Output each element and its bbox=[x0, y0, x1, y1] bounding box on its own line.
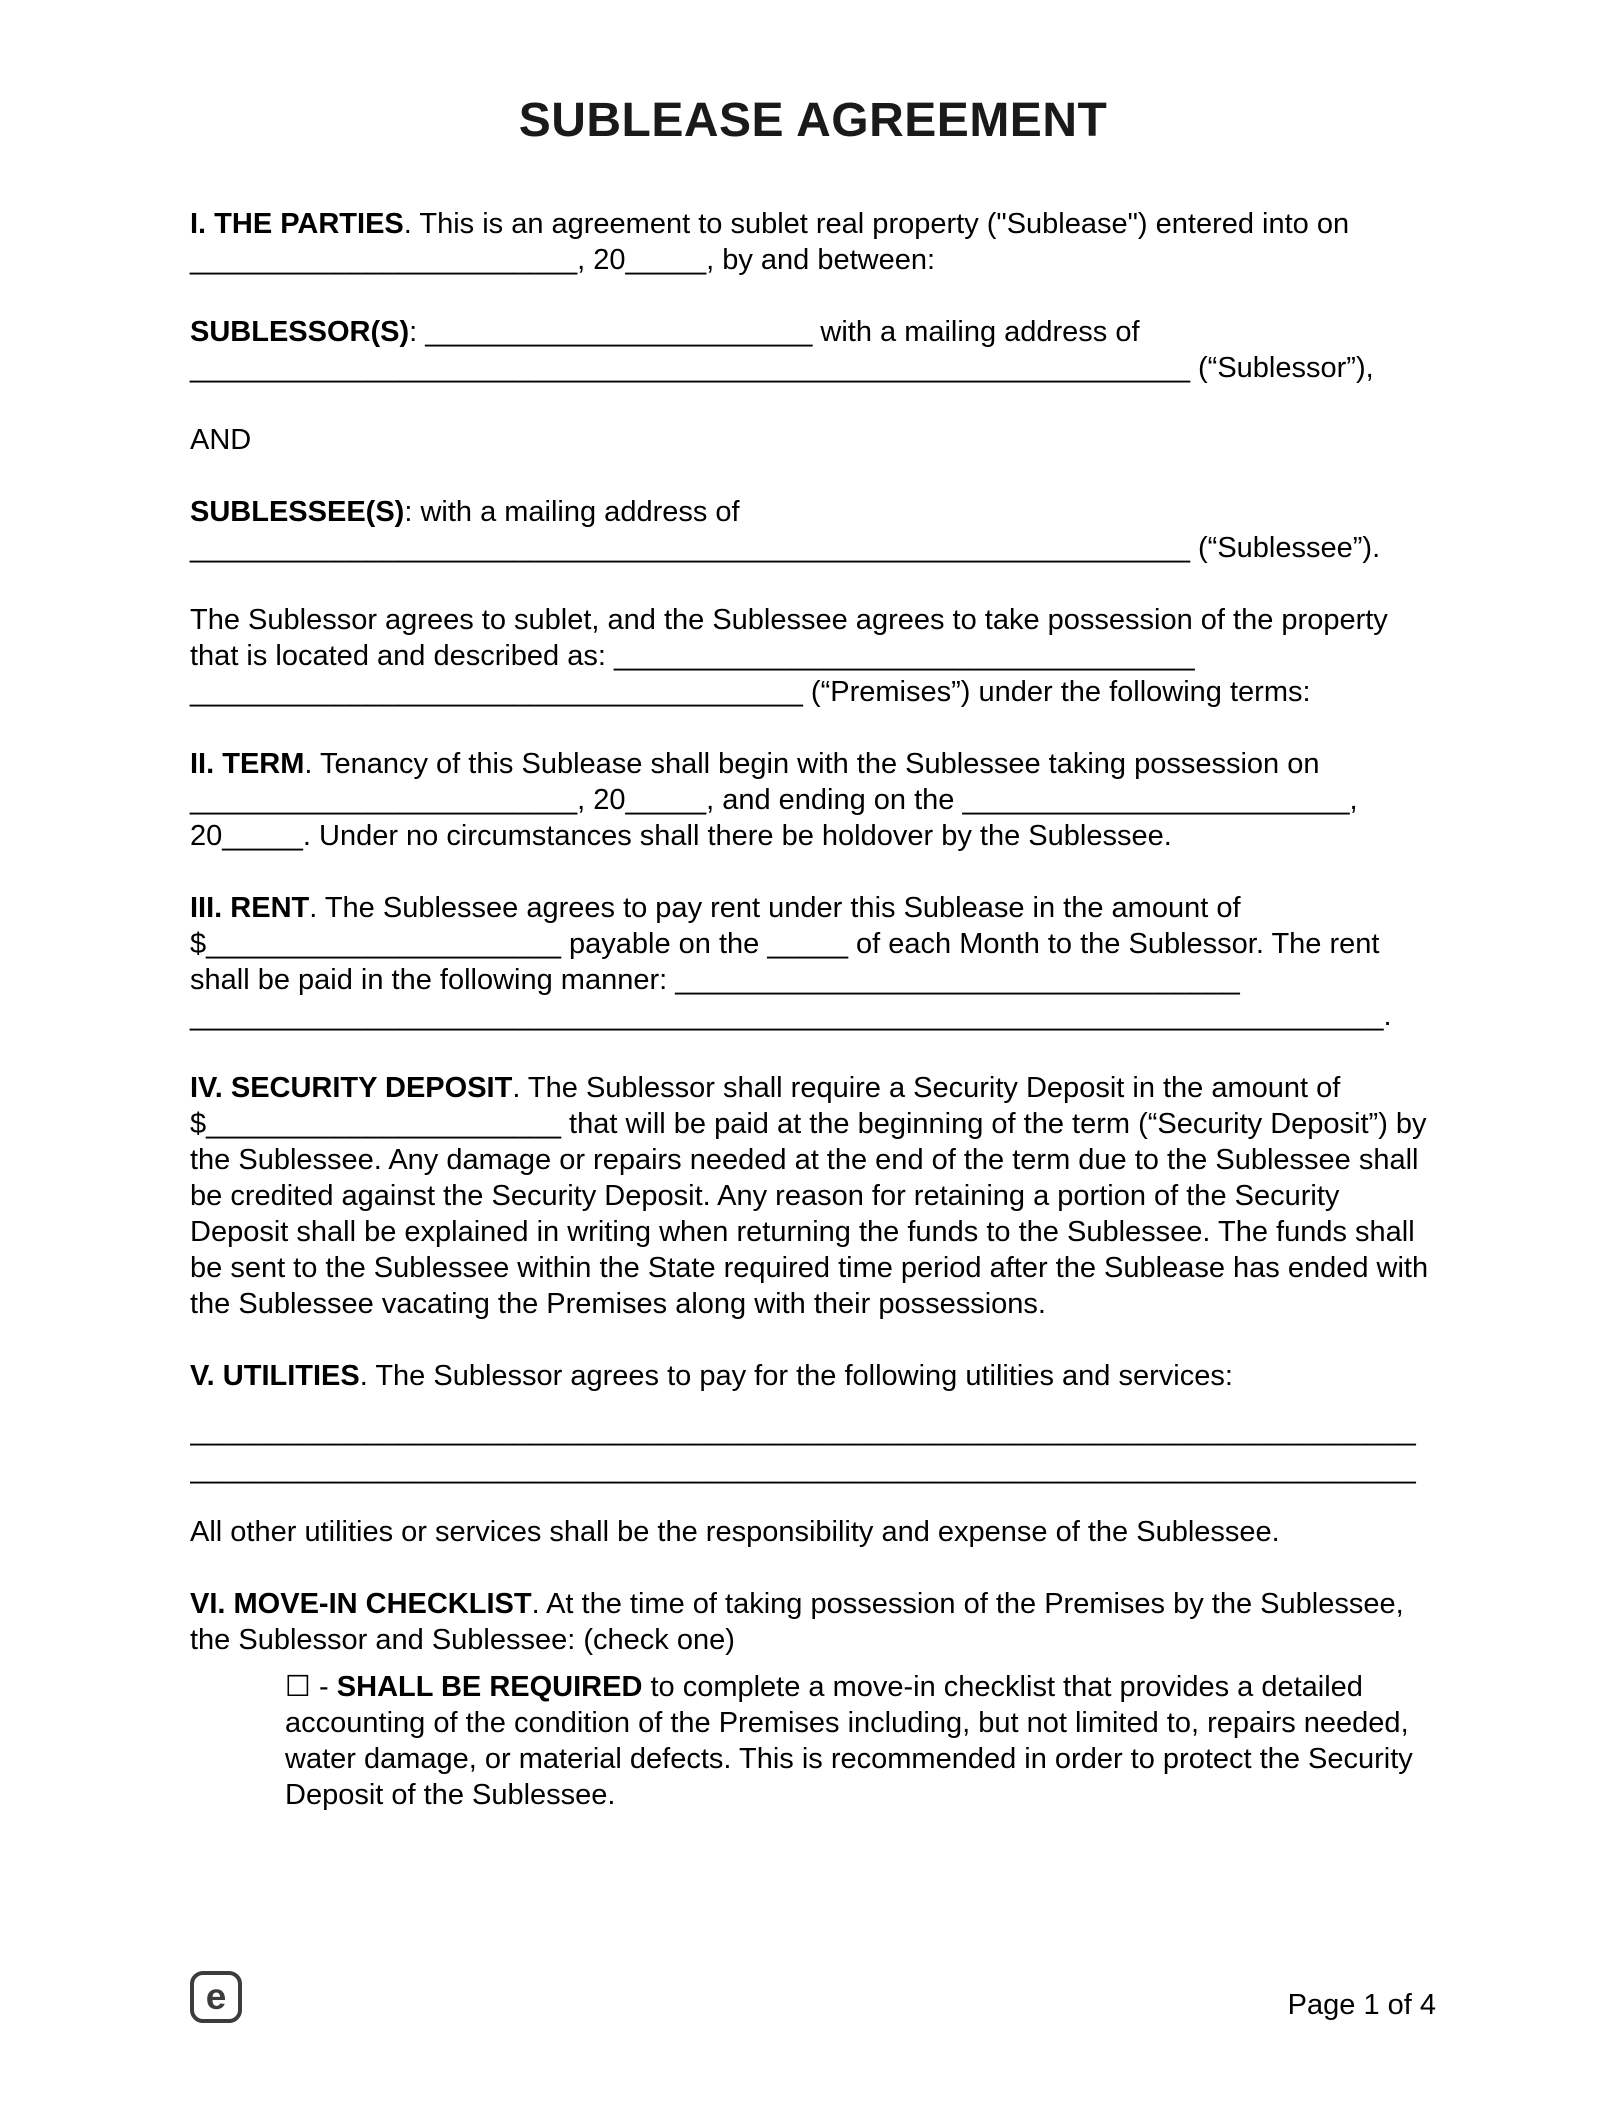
section-utilities bbox=[190, 1358, 1436, 1394]
section-security-deposit-body: . The Sublessor shall require a Security Deposit in the amount of $______________________ that will be paid at the beginning of the term (“Security Deposit”) by the Sublessee. Any damage or repairs needed at the end of the term due to the Sublessee shall be credited against the Security Deposit. Any reason for retaining a portion of the Security Deposit shall be explained in writing when returning the funds to the Sublessee. The funds shall be sent to the Sublessee within the State required time period after the Sublease has ended with the Sublessee vacating the Premises along with their possessions. bbox=[190, 1072, 1429, 1320]
section-rent bbox=[190, 890, 1436, 1034]
eforms-logo bbox=[190, 1971, 242, 2023]
sublessee-heading: SUBLESSEE(S) bbox=[190, 496, 405, 528]
sublessor-heading: SUBLESSOR(S) bbox=[190, 316, 410, 348]
checklist-option-label: SHALL BE REQUIRED bbox=[336, 1671, 643, 1703]
utilities-blank-lines bbox=[190, 1412, 1436, 1488]
sublessee-paragraph bbox=[190, 494, 1436, 566]
section-parties-heading: I. THE PARTIES bbox=[190, 208, 404, 240]
section-term-heading: II. TERM bbox=[190, 748, 305, 780]
document-title: SUBLEASE AGREEMENT bbox=[518, 94, 1108, 147]
section-parties-body: . This is an agreement to sublet real property ("Sublease") entered into on ________________________, 20_____, by and between: bbox=[190, 208, 1350, 276]
checkbox-icon[interactable]: ☐ bbox=[285, 1669, 311, 1703]
section-security-deposit-heading: IV. SECURITY DEPOSIT bbox=[190, 1072, 513, 1104]
utilities-blank-line-2: ____________________________________________________________________________ bbox=[190, 1453, 1416, 1485]
section-term-body: . Tenancy of this Sublease shall begin with the Sublessee taking possession on ________________________, 20_____, and ending on the ________________________, 20_____. Under no circumstances shall there be holdover by the Sublessee. bbox=[190, 748, 1358, 852]
sublessor-body: : ________________________ with a mailing address of ______________________________________________________________ (“Sublessor”), bbox=[190, 316, 1374, 384]
and-connector: AND bbox=[190, 424, 252, 456]
section-move-in-checklist-heading: VI. MOVE-IN CHECKLIST bbox=[190, 1588, 532, 1620]
page-number: Page 1 of 4 bbox=[1287, 1989, 1436, 2021]
section-utilities-heading: V. UTILITIES bbox=[190, 1360, 360, 1392]
checklist-option-separator: - bbox=[311, 1671, 337, 1703]
premises-paragraph: The Sublessor agrees to sublet, and the Sublessee agrees to take possession of the property that is located and described as: ____________________________________ ______________________________________ (“Premises”) under the following terms: bbox=[190, 604, 1388, 708]
section-rent-body: . The Sublessee agrees to pay rent under this Sublease in the amount of $______________________ payable on the _____ of each Month to the Sublessor. The rent shall be paid in the following manner: ___________________________________ __________________________________________________________________________. bbox=[190, 892, 1392, 1032]
checklist-option-shall-be-required bbox=[285, 1668, 1436, 1813]
page-footer bbox=[190, 1971, 1436, 2023]
sublessor-paragraph bbox=[190, 314, 1436, 386]
section-move-in-checklist bbox=[190, 1586, 1436, 1658]
section-utilities-body: . The Sublessor agrees to pay for the following utilities and services: bbox=[359, 1360, 1233, 1392]
utilities-blank-line-1: ____________________________________________________________________________ bbox=[190, 1415, 1416, 1447]
eforms-logo-letter: e bbox=[205, 1975, 227, 2017]
section-rent-heading: III. RENT bbox=[190, 892, 310, 924]
checklist-option-body: to complete a move-in checklist that provides a detailed accounting of the condition of the Premises including, but not limited to, repairs needed, water damage, or material defects. This is recommended in order to protect the Security Deposit of the Sublessee. bbox=[285, 1671, 1413, 1811]
section-parties bbox=[190, 206, 1436, 278]
section-term bbox=[190, 746, 1436, 854]
utilities-note: All other utilities or services shall be the responsibility and expense of the Sublessee. bbox=[190, 1516, 1280, 1548]
sublessee-body: : with a mailing address of ______________________________________________________________ (“Sublessee”). bbox=[190, 496, 1381, 564]
section-security-deposit bbox=[190, 1070, 1436, 1322]
section-move-in-checklist-body: . At the time of taking possession of the Premises by the Sublessee, the Sublessor and Sublessee: (check one) bbox=[190, 1588, 1404, 1656]
